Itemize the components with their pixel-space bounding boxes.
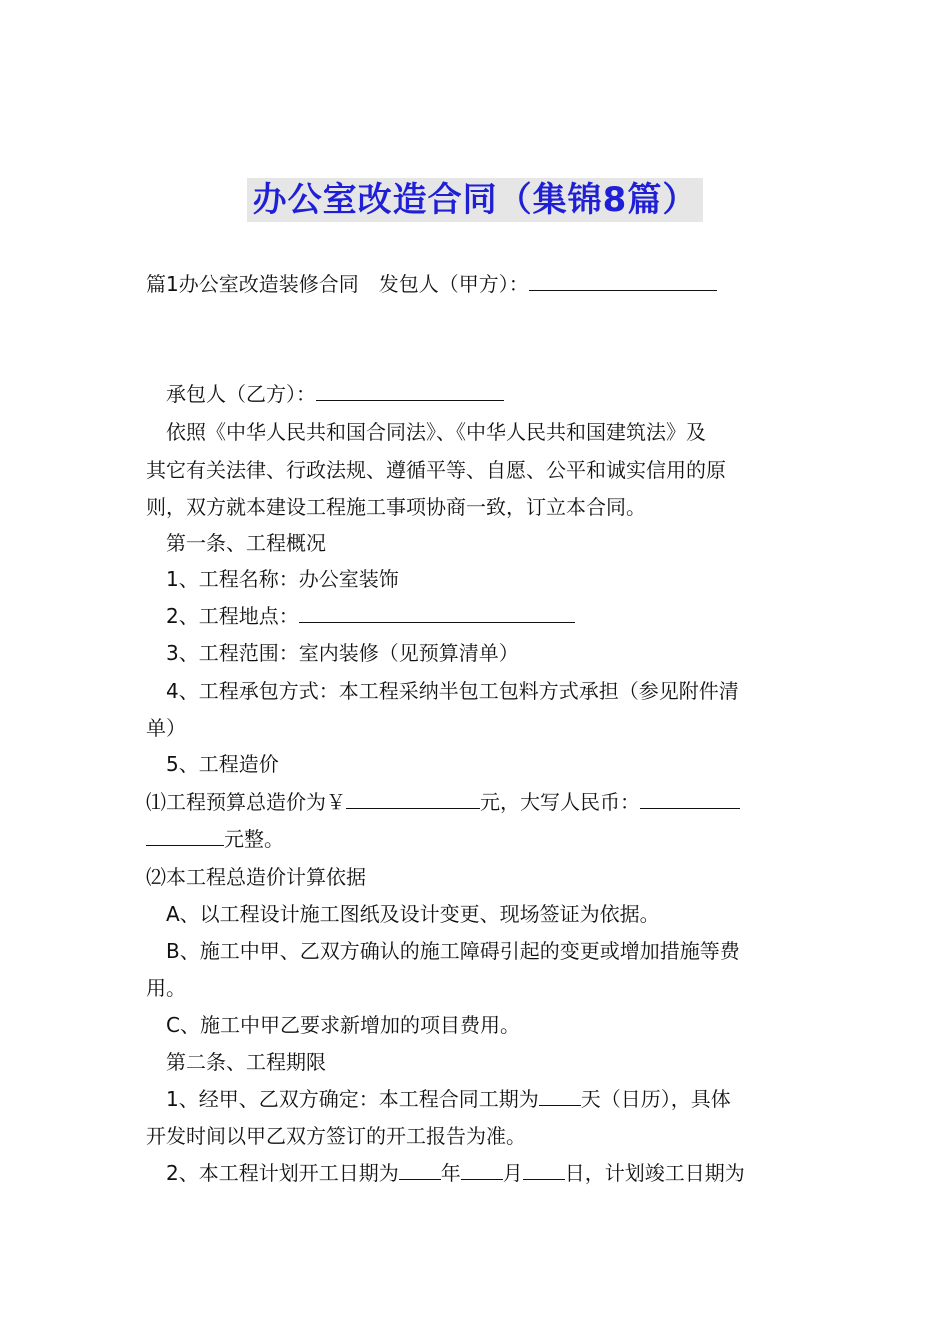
- party-a-blank: [529, 270, 717, 291]
- section-label: 篇1办公室改造装修合同: [146, 272, 359, 296]
- basis-b-line2: 用。: [146, 976, 186, 1000]
- party-a-label: 发包人（甲方）：: [378, 272, 529, 296]
- article1-item1: 1、工程名称：办公室装饰: [166, 567, 399, 591]
- duration-unit: 天（日历），具体: [580, 1087, 731, 1111]
- price-capital-blank: [640, 788, 740, 809]
- duration-blank: [539, 1085, 581, 1106]
- price-line-2: [146, 821, 816, 857]
- price-blank: [346, 788, 480, 809]
- party-b-label: 承包人（乙方）：: [166, 382, 316, 406]
- basis-c: C、施工中甲乙要求新增加的项目费用。: [166, 1013, 520, 1037]
- article1-heading: 第一条、工程概况: [166, 531, 326, 555]
- price-capital-blank-cont: [146, 825, 224, 846]
- price-line-1: [146, 784, 816, 820]
- preamble-line-1: 依照《中华人民共和国合同法》、《中华人民共和国建筑法》及: [166, 420, 706, 444]
- basis-b-line1: B、施工中甲、乙双方确认的施工障碍引起的变更或增加措施等费: [166, 939, 740, 963]
- price-end-label: 元整。: [224, 827, 284, 851]
- article1-item3: 3、工程范围：室内装修（见预算清单）: [166, 641, 519, 665]
- basis-a: A、以工程设计施工图纸及设计变更、现场签证为依据。: [166, 902, 660, 926]
- article2-item1-line1: [146, 1081, 836, 1117]
- article1-item4-line2: 单）: [146, 716, 186, 740]
- start-date-label: 2、本工程计划开工日期为: [166, 1161, 399, 1185]
- month-label: 月: [502, 1161, 523, 1185]
- header-line: [146, 266, 816, 302]
- preamble-line-3: 则，双方就本建设工程施工事项协商一致，订立本合同。: [146, 495, 646, 519]
- contractor-line: [146, 376, 836, 412]
- preamble-line-2: 其它有关法律、行政法规、遵循平等、自愿、公平和诚实信用的原: [146, 458, 726, 482]
- day-label: 日，计划竣工日期为: [564, 1161, 745, 1185]
- article2-item2: [146, 1155, 836, 1191]
- party-b-blank: [316, 380, 504, 401]
- document-title: 办公室改造合同（集锦8篇）: [247, 178, 704, 222]
- article2-item1-line2: 开发时间以甲乙双方签订的开工报告为准。: [146, 1124, 526, 1148]
- price-capital-label: 元，大写人民币：: [480, 790, 640, 814]
- article1-item2: [146, 598, 836, 634]
- start-month-blank: [461, 1159, 503, 1180]
- article2-heading: 第二条、工程期限: [166, 1050, 326, 1074]
- location-blank: [299, 602, 575, 623]
- start-year-blank: [399, 1159, 441, 1180]
- location-label: 2、工程地点：: [166, 604, 299, 628]
- year-label: 年: [440, 1161, 461, 1185]
- price-basis: ⑵本工程总造价计算依据: [146, 865, 366, 889]
- title-container: [0, 178, 950, 222]
- article1-item5: 5、工程造价: [166, 752, 279, 776]
- duration-label: 1、经甲、乙双方确定：本工程合同工期为: [166, 1087, 539, 1111]
- start-day-blank: [523, 1159, 565, 1180]
- article1-item4-line1: 4、工程承包方式：本工程采纳半包工包料方式承担（参见附件清: [166, 679, 739, 703]
- price-label: ⑴工程预算总造价为￥: [146, 790, 346, 814]
